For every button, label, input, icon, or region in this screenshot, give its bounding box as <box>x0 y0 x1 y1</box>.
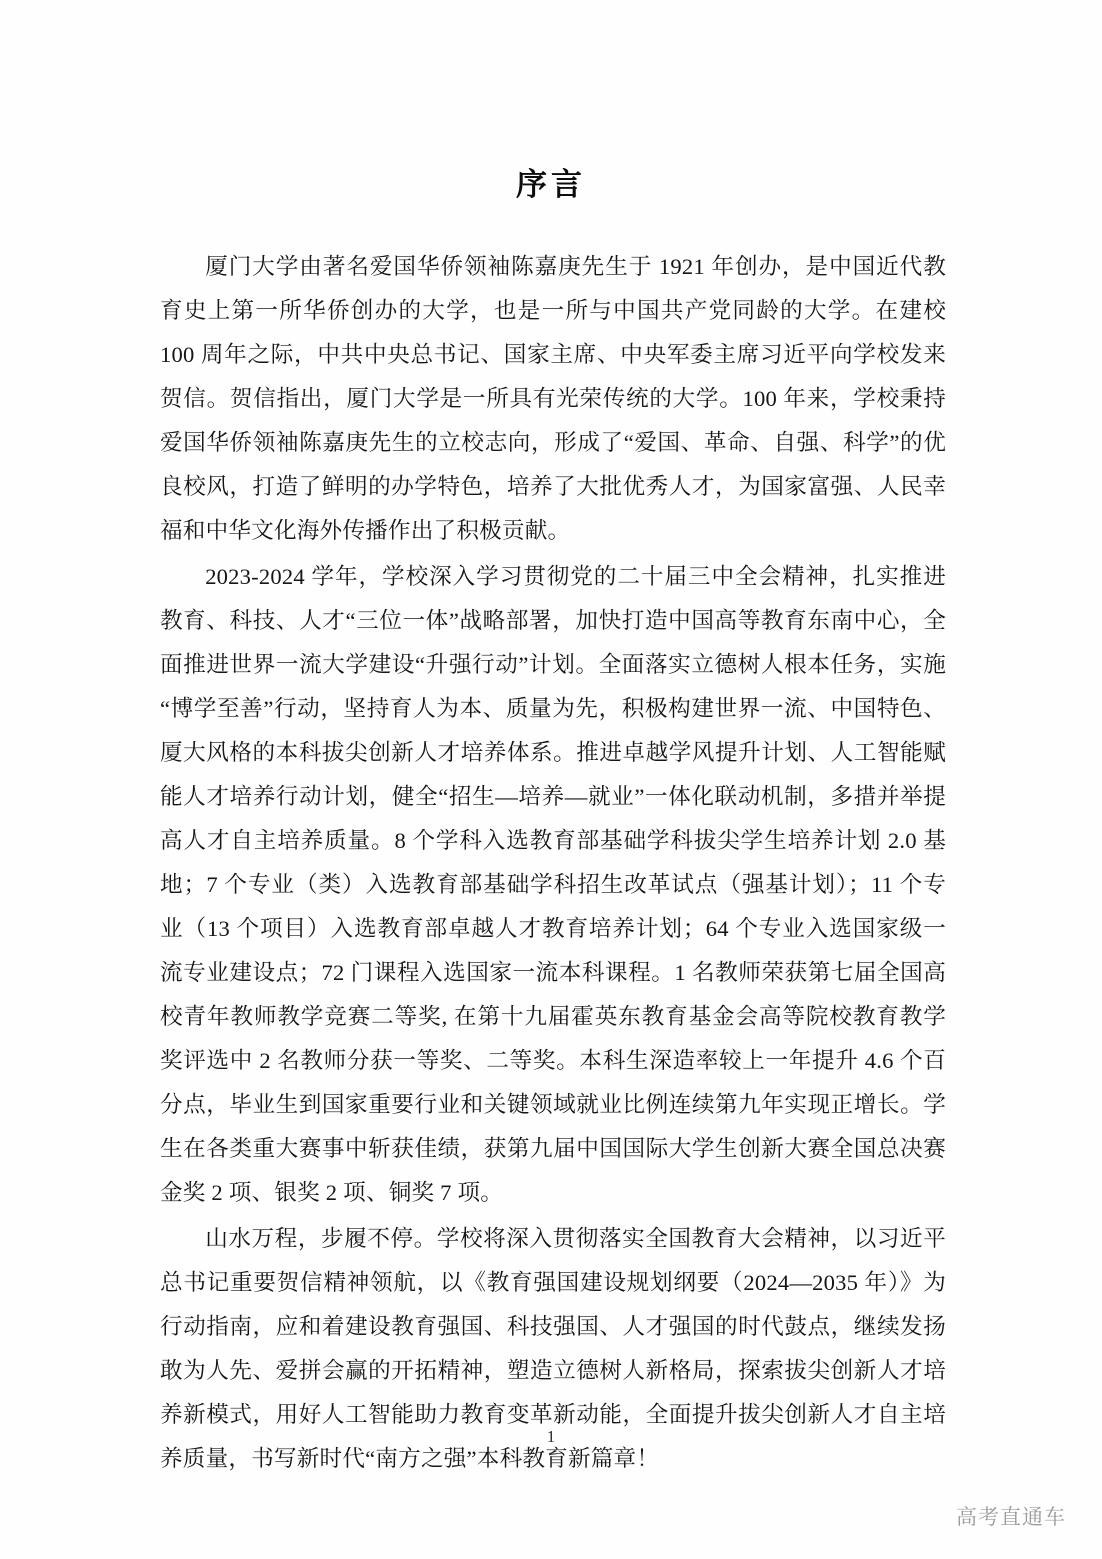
paragraph-1: 厦门大学由著名爱国华侨领袖陈嘉庚先生于 1921 年创办，是中国近代教育史上第一所华侨创办的大学，也是一所与中国共产党同龄的大学。在建校 100 周年之际，中共中央总书记、国家主席、中央军委主席习近平向学校发来贺信。贺信指出，厦门大学是一所具有光荣传统的大学。100 年来，学校秉持爱国华侨领袖陈嘉庚先生的立校志向，形成了“爱国、革命、自强、科学”的优良校风，打造了鲜明的办学特色，培养了大批优秀人才，为国家富强、人民幸福和中华文化海外传播作出了积极贡献。 <box>160 254 946 543</box>
watermark: 高考直通车 <box>956 1505 1066 1529</box>
page-title: 序言 <box>516 166 586 203</box>
page-number: 1 <box>546 1427 556 1446</box>
paragraph-3: 山水万程，步履不停。学校将深入贯彻落实全国教育大会精神，以习近平总书记重要贺信精神领航，以《教育强国建设规划纲要（2024—2035 年）》为行动指南，应和着建设教育强国、科技强国、人才强国的时代鼓点，继续发扬敢为人先、爱拼会赢的开拓精神，塑造立德树人新格局，探索拔尖创新人才培养新模式，用好人工智能助力教育变革新动能，全面提升拔尖创新人才自主培养质量，书写新时代“南方之强”本科教育新篇章！ <box>160 1226 946 1471</box>
document-body <box>160 245 946 1483</box>
paragraph-2: 2023-2024 学年，学校深入学习贯彻党的二十届三中全会精神，扎实推进教育、科技、人才“三位一体”战略部署，加快打造中国高等教育东南中心，全面推进世界一流大学建设“升强行动”计划。全面落实立德树人根本任务，实施“博学至善”行动，坚持育人为本、质量为先，积极构建世界一流、中国特色、厦大风格的本科拔尖创新人才培养体系。推进卓越学风提升计划、人工智能赋能人才培养行动计划，健全“招生—培养—就业”一体化联动机制，多措并举提高人才自主培养质量。8 个学科入选教育部基础学科拔尖学生培养计划 2.0 基地；7 个专业（类）入选教育部基础学科招生改革试点（强基计划）；11 个专业（13 个项目）入选教育部卓越人才教育培养计划；64 个专业入选国家级一流专业建设点；72 门课程入选国家一流本科课程。1 名教师荣获第七届全国高校青年教师教学竞赛二等奖, 在第十九届霍英东教育基金会高等院校教育教学奖评选中 2 名教师分获一等奖、二等奖。本科生深造率较上一年提升 4.6 个百分点，毕业生到国家重要行业和关键领域就业比例连续第九年实现正增长。学生在各类重大赛事中斩获佳绩，获第九届中国国际大学生创新大赛全国总决赛金奖 2 项、银奖 2 项、铜奖 7 项。 <box>160 564 946 1205</box>
